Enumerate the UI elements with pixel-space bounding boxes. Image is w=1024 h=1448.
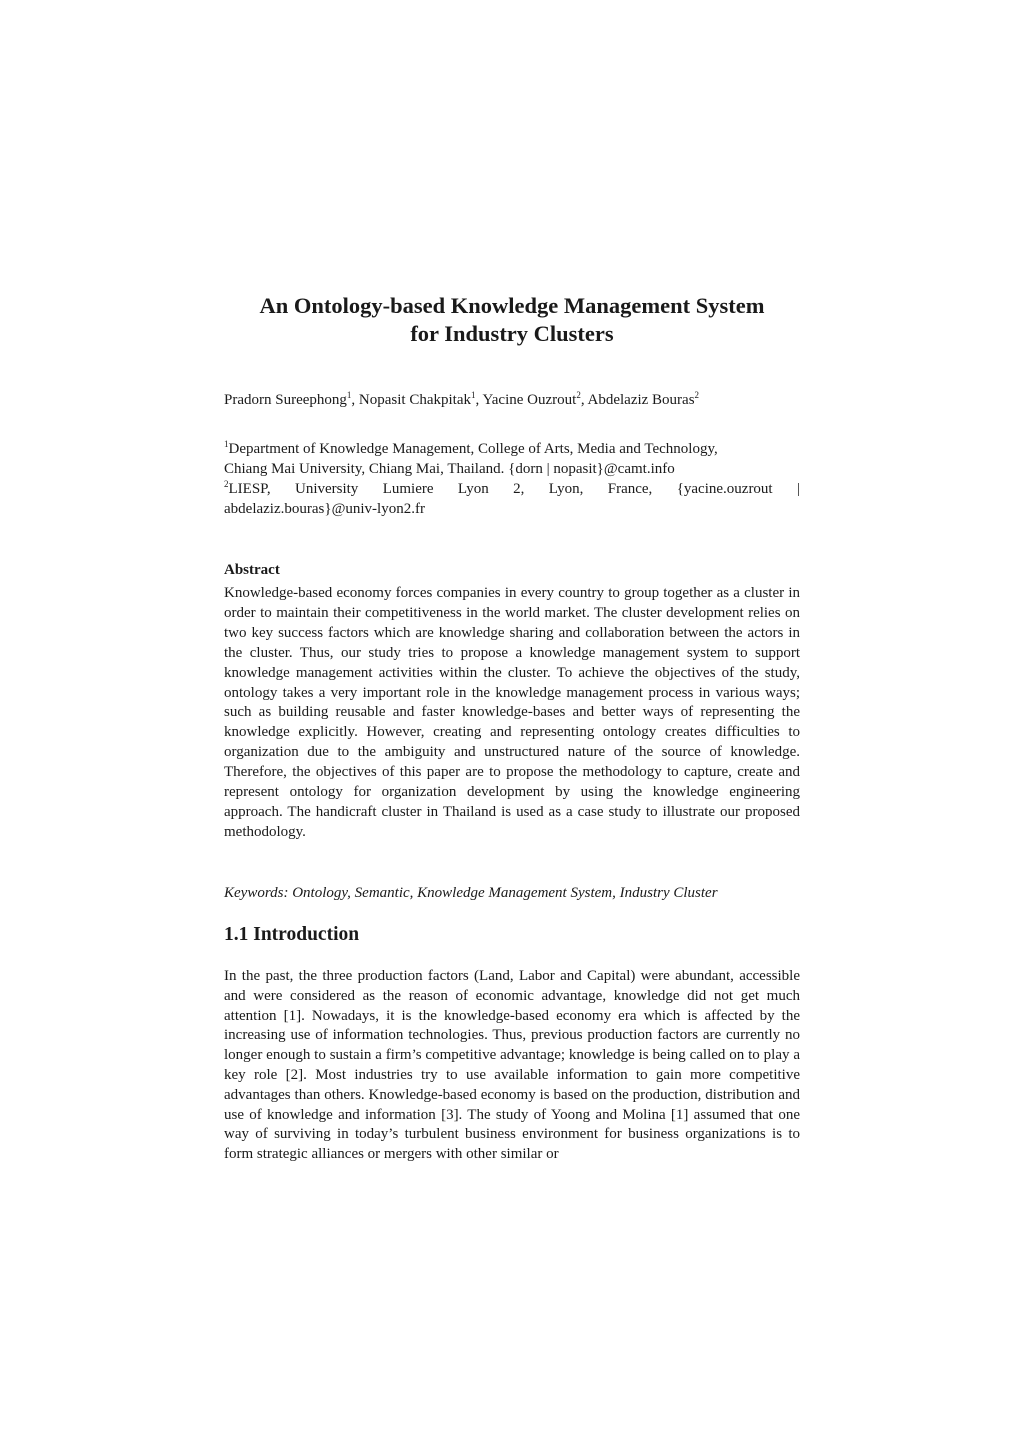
author-affiliation-mark: 2: [694, 390, 700, 400]
affiliation-2-line-1: [224, 479, 800, 499]
title-line-1: An Ontology-based Knowledge Management System: [259, 293, 765, 318]
affiliations: [224, 439, 800, 519]
affiliation-1-line-2: Chiang Mai University, Chiang Mai, Thailand. {dorn | nopasit}@camt.info: [224, 461, 675, 477]
author-separator: ,: [580, 392, 588, 408]
author-list: [224, 390, 800, 410]
introduction-text: In the past, the three production factors (Land, Labor and Capital) were abundant, accessible and were considered as the reason of economic advantage, knowledge did not get much attention [1]. Nowadays, it is the knowledge-based economy era which is affected by the increasing use of information technologies. Thus, previous production factors are currently no longer enough to sustain a firm’s competitive advantage; knowledge is being called on to play a key role [2]. Most industries try to use available information to gain more competitive advantages than others. Knowledge-based economy is based on the production, distribution and use of knowledge and information [3]. The study of Yoong and Molina [1] assumed that one way of surviving in today’s turbulent business environment for business organizations is to form strategic alliances or mergers with other similar or: [224, 968, 800, 1163]
author-separator: ,: [475, 392, 483, 408]
affiliation-1-mark: 1: [224, 439, 229, 449]
abstract-text: Knowledge-based economy forces companies in every country to group together as a cluster in order to maintain their competitiveness in the world market. The cluster development relies on two key success factors which are knowledge sharing and collaboration between the actors in the cluster. Thus, our study tries to propose a knowledge management system to support knowledge management activities within the cluster. To achieve the objectives of the study, ontology takes a very important role in the knowledge management process in various ways; such as building reusable and faster knowledge-bases and better ways of representing the knowledge explicitly. However, creating and representing ontology creates difficulties to organization due to the ambiguity and unstructured nature of the source of knowledge. Therefore, the objectives of this paper are to propose the methodology to capture, create and represent ontology for organization development by using the knowledge engineering approach. The handicraft cluster in Thailand is used as a case study to illustrate our proposed methodology.: [224, 585, 800, 840]
author-affiliation-mark: 1: [470, 390, 476, 400]
author-name: Abdelaziz Bouras: [587, 392, 695, 408]
author-affiliation-mark: 2: [576, 390, 581, 400]
paper-title: [224, 292, 800, 348]
author-separator: ,: [351, 392, 359, 408]
author-affiliation-mark: 1: [346, 390, 352, 400]
section-heading-introduction: 1.1 Introduction: [224, 924, 360, 945]
abstract-heading: Abstract: [224, 562, 280, 578]
keywords: Keywords: Ontology, Semantic, Knowledge Management System, Industry Cluster: [224, 885, 718, 901]
affiliation-1-line-1: [224, 439, 800, 459]
affiliation-2-line-2: abdelaziz.bouras}@univ-lyon2.fr: [224, 501, 425, 517]
affiliation-2-mark: 2: [224, 479, 229, 489]
author-name: Nopasit Chakpitak: [358, 392, 471, 408]
affiliation-1-text: Department of Knowledge Management, College of Arts, Media and Technology,: [228, 441, 718, 457]
author-name: Pradorn Sureephong: [224, 392, 347, 408]
author-name: Yacine Ouzrout: [482, 392, 577, 408]
affiliation-2-text: LIESP, University Lumiere Lyon 2, Lyon, France, {yacine.ouzrout |: [228, 481, 800, 497]
title-line-2: for Industry Clusters: [410, 321, 614, 346]
